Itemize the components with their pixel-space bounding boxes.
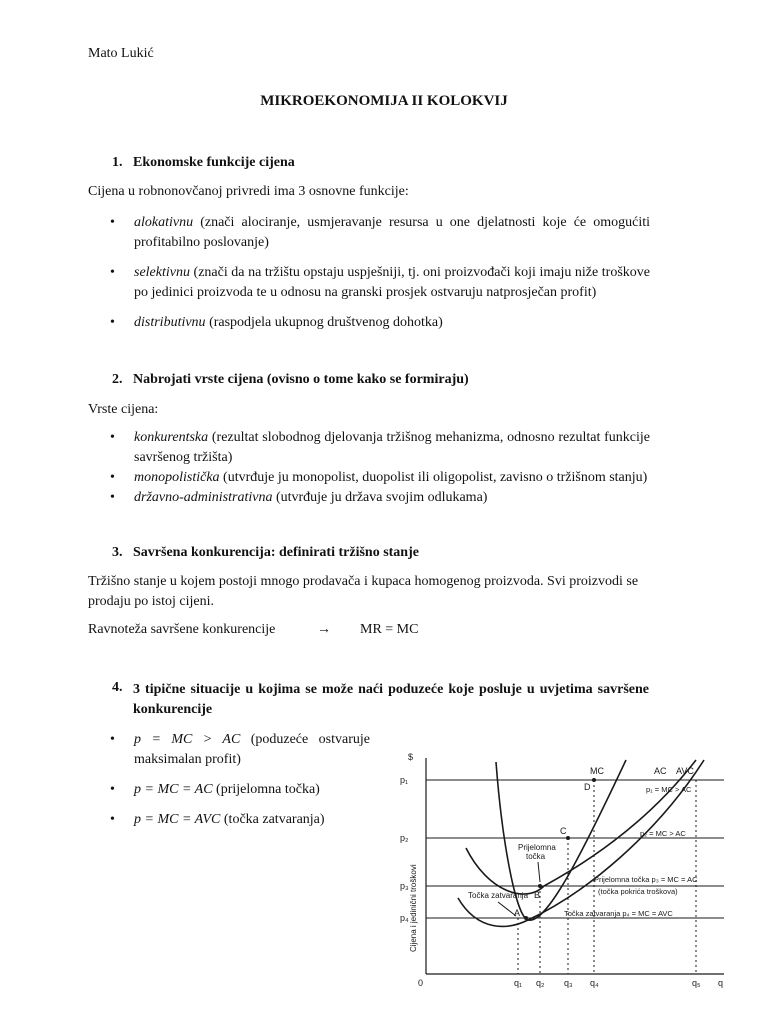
item-term: monopolistička [134, 470, 220, 485]
item-text: (raspodjela ukupnog društvenog dohotka) [205, 315, 443, 330]
item-text: (znači da na tržištu opstaju uspješniji, tj. oni proizvođači koji imaju niže troškove po jedinici proizvoda te u odnosu na granski prosjek ostvaruju natprosječan profit) [134, 265, 650, 300]
section-number: 1. [112, 155, 123, 170]
item-term: distributivnu [134, 315, 206, 330]
x-tick-q2: q₂ [536, 978, 545, 988]
section-1-list [110, 213, 650, 343]
shutdown-annotation: Točka zatvaranja [468, 891, 529, 900]
item-text: (znači alociranje, usmjeravanje resursa u one djelatnosti koje će omogućiti profitabilno poslovanje) [134, 215, 650, 250]
equilibrium-equation: MR = MC [360, 622, 419, 637]
document-title: MIKROEKONOMIJA II KOLOKVIJ [260, 93, 508, 109]
section-2-intro: Vrste cijena: [88, 402, 159, 417]
y-tick-p4: p₄ [400, 913, 409, 923]
section-title: Nabrojati vrste cijena (ovisno o tome kako se formiraju) [133, 372, 469, 387]
section-number: 3. [112, 545, 123, 560]
list-item [110, 428, 650, 468]
section-number: 4. [112, 680, 123, 695]
break-even-annotation-line2: točka [526, 852, 546, 861]
item-text: (rezultat slobodnog djelovanja tržišnog mehanizma, odnosno rezultat funkcije savršenog tržišta) [134, 430, 650, 465]
section-3-definition: Tržišno stanje u kojem postoji mnogo prodavača i kupaca homogenog proizvoda. Svi proizvodi se prodaju po istoj cijeni. [88, 574, 639, 609]
label-p3-condition: Prijelomna točka p₃ = MC = AC [594, 875, 698, 884]
point-d-marker [592, 778, 596, 782]
point-c-label: C [560, 826, 567, 836]
x-tick-0: 0 [418, 978, 424, 988]
label-p2-condition: p₂ = MC > AC [640, 829, 686, 838]
list-item [110, 780, 370, 800]
section-number: 2. [112, 372, 123, 387]
list-item [110, 810, 370, 830]
cost-curves-figure [378, 752, 738, 1000]
y-axis-title: Cijena i jedinični troškovi [409, 864, 418, 952]
x-tick-q3: q₃ [564, 978, 573, 988]
item-term: konkurentska [134, 430, 209, 445]
item-term: selektivnu [134, 265, 190, 280]
section-4-list [110, 730, 370, 840]
list-item [110, 313, 650, 333]
section-1-intro: Cijena u robnonovčanoj privredi ima 3 osnovne funkcije: [88, 184, 409, 199]
item-term: alokativnu [134, 215, 194, 230]
y-unit-label: $ [408, 752, 414, 762]
item-term: p = MC > AC [134, 732, 241, 747]
list-item [110, 488, 650, 508]
point-a-marker [524, 916, 528, 920]
section-2-list [110, 428, 650, 508]
list-item [110, 730, 370, 770]
section-title: Ekonomske funkcije cijena [133, 155, 295, 170]
point-b-marker [538, 884, 542, 888]
break-even-arrow [538, 862, 540, 882]
x-tick-q: q [718, 978, 724, 988]
point-d-label: D [584, 782, 591, 792]
equilibrium-label: Ravnoteža savršene konkurencije [88, 622, 276, 637]
x-tick-q5: q₅ [692, 978, 701, 988]
list-item [110, 263, 650, 303]
y-tick-p3: p₃ [400, 881, 409, 891]
point-c-marker [566, 836, 570, 840]
item-term: državno-administrativna [134, 490, 273, 505]
section-title: Savršena konkurencija: definirati tržišno stanje [133, 545, 419, 560]
x-tick-q4: q₄ [590, 978, 599, 988]
item-text: (poduzeće ostvaruje maksimalan profit) [134, 732, 370, 767]
x-tick-q1: q₁ [514, 978, 523, 988]
avc-label: AVC [676, 766, 694, 776]
author-name: Mato Lukić [88, 46, 154, 61]
item-term: p = MC = AVC [134, 812, 221, 827]
point-a-label: A [514, 908, 521, 918]
section-title: 3 tipične situacije u kojima se može naći poduzeće koje posluje u uvjetima savršene konkurencije [133, 682, 649, 717]
mc-label: MC [590, 766, 604, 776]
item-term: p = MC = AC [134, 782, 213, 797]
y-tick-p1: p₁ [400, 775, 409, 785]
item-text: (utvrđuje ju država svojim odlukama) [272, 490, 488, 505]
label-p1-condition: p₁ = MC > AC [646, 785, 692, 794]
item-text: (utvrđuje ju monopolist, duopolist ili oligopolist, zavisno o tržišnom stanju) [219, 470, 648, 485]
item-text: (prijelomna točka) [212, 782, 320, 797]
item-text: (točka zatvaranja) [220, 812, 325, 827]
point-b-label: B [534, 890, 541, 900]
arrow-icon: → [317, 622, 331, 637]
break-even-annotation-line1: Prijelomna [518, 843, 556, 852]
list-item [110, 468, 650, 488]
label-p4-condition: Točka zatvaranja p₄ = MC = AVC [564, 909, 673, 918]
y-tick-p2: p₂ [400, 833, 409, 843]
list-item [110, 213, 650, 253]
ac-label: AC [654, 766, 667, 776]
label-p3-note: (točka pokrića troškova) [598, 887, 678, 896]
